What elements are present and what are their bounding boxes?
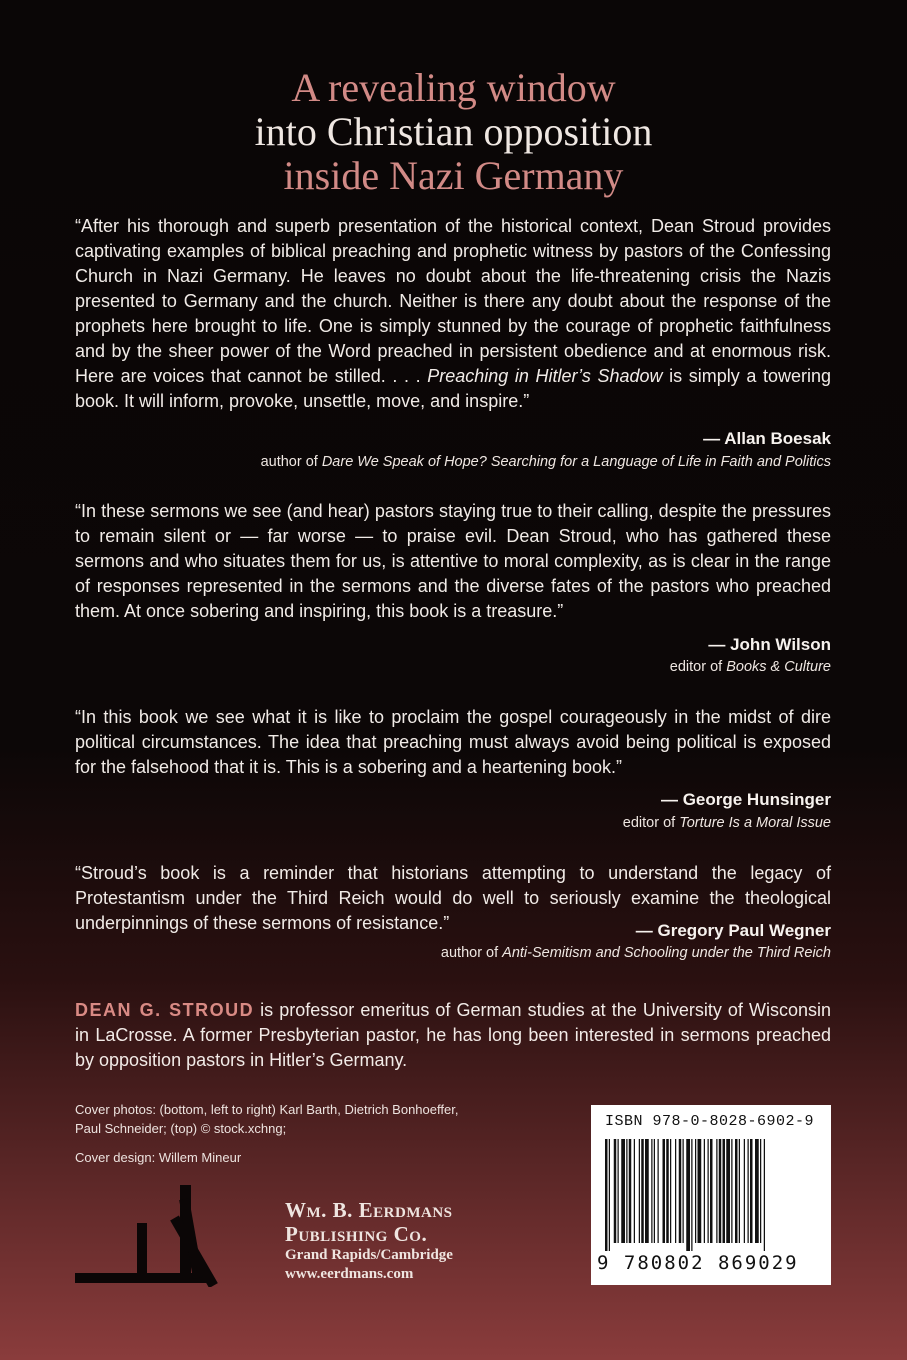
headline	[0, 66, 907, 198]
source-wilson	[670, 657, 831, 677]
cover-photo-credits	[75, 1100, 458, 1138]
barcode-box	[591, 1105, 831, 1285]
author-bio-text: is professor emeritus of German studies at the University of Wisconsin in LaCrosse. A former Presbyterian pastor, he has long been interested in sermons preached by opposition pastors in Hitler’s Germany.	[75, 1000, 831, 1070]
source-title: Books & Culture	[726, 659, 831, 675]
barcode-bar	[609, 1139, 610, 1251]
headline-line-2: into Christian opposition	[254, 109, 653, 154]
barcode-bar	[654, 1139, 655, 1243]
barcode-bar	[658, 1139, 659, 1243]
barcode-bar	[748, 1139, 749, 1243]
publisher-name-line-1: Wm. B. Eerdmans	[285, 1198, 453, 1222]
barcode-bar	[723, 1139, 726, 1243]
barcode-bar	[760, 1139, 761, 1243]
quote-boesak	[75, 214, 831, 414]
source-title: Dare We Speak of Hope? Searching for a Language of Life in Faith and Politics	[321, 454, 831, 470]
barcode-bar	[634, 1139, 635, 1243]
barcode-bar	[651, 1139, 652, 1243]
publisher-website: www.eerdmans.com	[285, 1266, 414, 1282]
source-wegner	[441, 943, 831, 963]
attribution-boesak: — Allan Boesak	[703, 429, 831, 448]
barcode-bar	[663, 1139, 666, 1243]
photo-credits-line-1: Cover photos: (bottom, left to right) Karl Barth, Dietrich Bonhoeffer,	[75, 1102, 459, 1117]
barcode-bar	[675, 1139, 676, 1243]
source-prefix: author of	[440, 945, 503, 961]
source-prefix: author of	[260, 454, 322, 470]
barcode-bar	[735, 1139, 738, 1243]
source-prefix: editor of	[622, 815, 680, 831]
publisher-location: Grand Rapids/Cambridge	[285, 1247, 453, 1263]
source-prefix: editor of	[669, 659, 727, 675]
barcode-bars-icon	[605, 1139, 817, 1251]
barcode-bar	[755, 1139, 759, 1243]
book-title: Preaching in Hitler’s Shadow	[427, 366, 663, 386]
barcode-bar	[679, 1139, 682, 1243]
photo-credits-line-2: Paul Schneider; (top) © stock.xchng;	[75, 1121, 287, 1136]
barcode-bar	[639, 1139, 640, 1243]
barcode-bar	[626, 1139, 627, 1243]
barcode-bar	[683, 1139, 684, 1243]
barcode-bar	[764, 1139, 765, 1251]
source-title: Anti-Semitism and Schooling under the Third Reich	[502, 945, 831, 961]
barcode-bar	[710, 1139, 713, 1243]
isbn-digits: 9 780802 869029	[597, 1252, 799, 1274]
barcode-bar	[686, 1139, 690, 1251]
isbn-label: ISBN 978-0-8028-6902-9	[605, 1113, 815, 1130]
attribution-hunsinger: — George Hunsinger	[660, 790, 831, 809]
barcode-bar	[618, 1139, 619, 1243]
barcode-bar	[716, 1139, 717, 1243]
quote-text: “After his thorough and superb presentation of the historical context, Dean Stroud provides captivating examples of biblical preaching and prophetic witness by pastors of the Confessing Church in Nazi Germany. He leaves no doubt about the life-threatening crisis the Nazis presented to Germany and the church. Neither is there any doubt about the response of the prophets here brought to life. One is simply stunned by the courage of prophetic faithfulness and by the sheer power of the Word preached in persistent obedience and at enormous risk. Here are voices that cannot be stilled. . . .	[75, 216, 831, 386]
barcode-bar	[719, 1139, 722, 1243]
barcode-bar	[698, 1139, 702, 1243]
barcode-bar	[750, 1139, 753, 1243]
barcode-bar	[614, 1139, 617, 1243]
barcode-bar	[670, 1139, 671, 1243]
barcode-bar	[744, 1139, 745, 1243]
quote-wegner: “Stroud’s book is a reminder that historians attempting to understand the legacy of Protestantism under the Third Reich would do well to seriously examine the theological underpinnings of these sermons of resistance.”	[75, 863, 831, 933]
barcode-bar	[605, 1139, 608, 1251]
barcode-bar	[708, 1139, 709, 1243]
source-boesak	[261, 452, 831, 472]
cover-design-credit: Cover design: Willem Mineur	[75, 1150, 242, 1165]
barcode-bar	[641, 1139, 644, 1243]
headline-line-1: A revealing window	[291, 65, 616, 110]
author-bio	[75, 998, 831, 1073]
source-hunsinger	[623, 813, 831, 833]
quote-hunsinger: “In this book we see what it is like to proclaim the gospel courageously in the midst of dire political circumstances. The idea that preaching must always avoid being political is exposed for the falsehood that it is. This is a sobering and a heartening book.”	[75, 707, 831, 777]
publisher-logo-icon	[75, 1183, 265, 1287]
publisher-name-line-2: Publishing Co.	[285, 1222, 428, 1246]
quote-text: is simply a towering book. It will inform, provoke, unsettle, move, and inspire.”	[75, 366, 831, 411]
barcode-bar	[695, 1139, 696, 1243]
source-title: Torture Is a Moral Issue	[679, 815, 831, 831]
barcode-bar	[739, 1139, 740, 1243]
barcode-bar	[691, 1139, 692, 1251]
publisher-block	[285, 1198, 453, 1284]
barcode-bar	[666, 1139, 669, 1243]
headline-line-3: inside Nazi Germany	[283, 153, 624, 198]
barcode-bar	[731, 1139, 732, 1243]
quote-wilson: “In these sermons we see (and hear) pastors staying true to their calling, despite the pressures to remain silent or — far worse — to praise evil. Dean Stroud, who has gathered these sermons and who situates them for us, is attentive to moral complexity, as is clear in the range of responses represented in the sermons and the diverse fates of the pastors who preached them. At once sobering and inspiring, this book is a treasure.”	[75, 501, 831, 621]
barcode-bar	[621, 1139, 625, 1243]
attribution-wilson: — John Wilson	[708, 635, 831, 654]
barcode-bar	[704, 1139, 705, 1243]
author-name: DEAN G. STROUD	[75, 1000, 255, 1020]
barcode-bar	[726, 1139, 730, 1243]
barcode-bar	[645, 1139, 649, 1243]
attribution-wegner: — Gregory Paul Wegner	[635, 921, 831, 940]
barcode-bar	[629, 1139, 632, 1243]
